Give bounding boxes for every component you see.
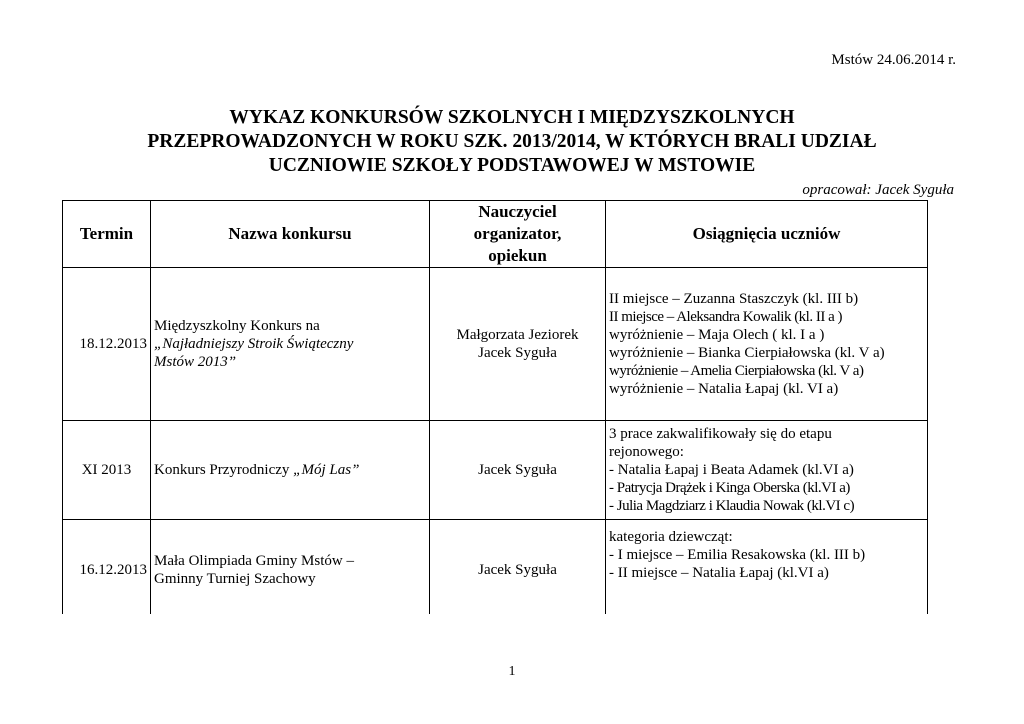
achievement-line: rejonowego: xyxy=(609,444,684,460)
table-row xyxy=(63,421,928,520)
document-title xyxy=(60,106,964,178)
name-line: Mała Olimpiada Gminy Mstów – xyxy=(154,553,354,569)
name-line-italic: Mstów 2013” xyxy=(154,354,237,370)
cell-achievements xyxy=(606,520,928,621)
name-line-italic: „Najładniejszy Stroik Świąteczny xyxy=(154,336,354,352)
achievement-line: 3 prace zakwalifikowały się do etapu xyxy=(609,426,832,442)
cell-teacher xyxy=(430,520,606,621)
page-number: 1 xyxy=(508,664,516,679)
cell-term: 16.12.2013 xyxy=(63,520,151,621)
cell-name xyxy=(151,268,430,421)
achievement-line: - Natalia Łapaj i Beata Adamek (kl.VI a) xyxy=(609,462,854,478)
table-header-row xyxy=(63,201,928,268)
teacher-name: Małgorzata Jeziorek xyxy=(456,327,579,343)
achievement-line: - II miejsce – Natalia Łapaj (kl.VI a) xyxy=(609,565,829,581)
name-line: Gminny Turniej Szachowy xyxy=(154,571,316,587)
achievement-line: II miejsce – Zuzanna Staszczyk (kl. III b) xyxy=(609,291,859,307)
cell-teacher xyxy=(430,421,606,520)
header-line: Nauczyciel xyxy=(478,202,557,221)
title-line: PRZEPROWADZONYCH W ROKU SZK. 2013/2014, W KTÓRYCH BRALI UDZIAŁ xyxy=(147,131,877,152)
teacher-name: Jacek Syguła xyxy=(478,562,557,578)
cell-achievements xyxy=(606,421,928,520)
achievement-line: - Patrycja Drążek i Kinga Oberska (kl.VI a) xyxy=(609,480,850,496)
achievement-line: - I miejsce – Emilia Resakowska (kl. III b) xyxy=(609,547,866,563)
column-header-term: Termin xyxy=(63,201,151,268)
column-header-name: Nazwa konkursu xyxy=(151,201,430,268)
name-text-italic: „Mój Las” xyxy=(293,462,360,478)
document-date: Mstów 24.06.2014 r. xyxy=(831,52,956,68)
name-line: Międzyszkolny Konkurs na xyxy=(154,318,320,334)
achievement-line: wyróżnienie – Maja Olech ( kl. I a ) xyxy=(609,327,825,343)
achievement-line: II miejsce – Aleksandra Kowalik (kl. II a ) xyxy=(609,309,842,325)
author-note: opracował: Jacek Syguła xyxy=(802,182,954,198)
achievement-line: - Julia Magdziarz i Klaudia Nowak (kl.VI c) xyxy=(609,498,855,514)
header-line: opiekun xyxy=(488,246,547,265)
cell-term: XI 2013 xyxy=(63,421,151,520)
cell-term: 18.12.2013 xyxy=(63,268,151,421)
table-row xyxy=(63,520,928,621)
column-header-teacher xyxy=(430,201,606,268)
cell-name xyxy=(151,520,430,621)
cell-achievements xyxy=(606,268,928,421)
table-row xyxy=(63,268,928,421)
achievement-line: wyróżnienie – Bianka Cierpiałowska (kl. V a) xyxy=(609,345,885,361)
achievement-line: kategoria dziewcząt: xyxy=(609,529,733,545)
cell-name xyxy=(151,421,430,520)
header-line: organizator, xyxy=(473,224,562,243)
name-text: Konkurs Przyrodniczy xyxy=(154,462,294,478)
teacher-name: Jacek Syguła xyxy=(478,345,557,361)
competitions-table xyxy=(62,200,928,621)
title-line: WYKAZ KONKURSÓW SZKOLNYCH I MIĘDZYSZKOLNYCH xyxy=(229,107,795,128)
cell-teacher xyxy=(430,268,606,421)
achievement-line: wyróżnienie – Amelia Cierpiałowska (kl. V a) xyxy=(609,363,864,379)
teacher-name: Jacek Syguła xyxy=(478,462,557,478)
title-line: UCZNIOWIE SZKOŁY PODSTAWOWEJ W MSTOWIE xyxy=(268,155,756,176)
achievement-line: wyróżnienie – Natalia Łapaj (kl. VI a) xyxy=(609,381,839,397)
column-header-achievements: Osiągnięcia uczniów xyxy=(606,201,928,268)
page-cut-mask xyxy=(55,614,935,634)
